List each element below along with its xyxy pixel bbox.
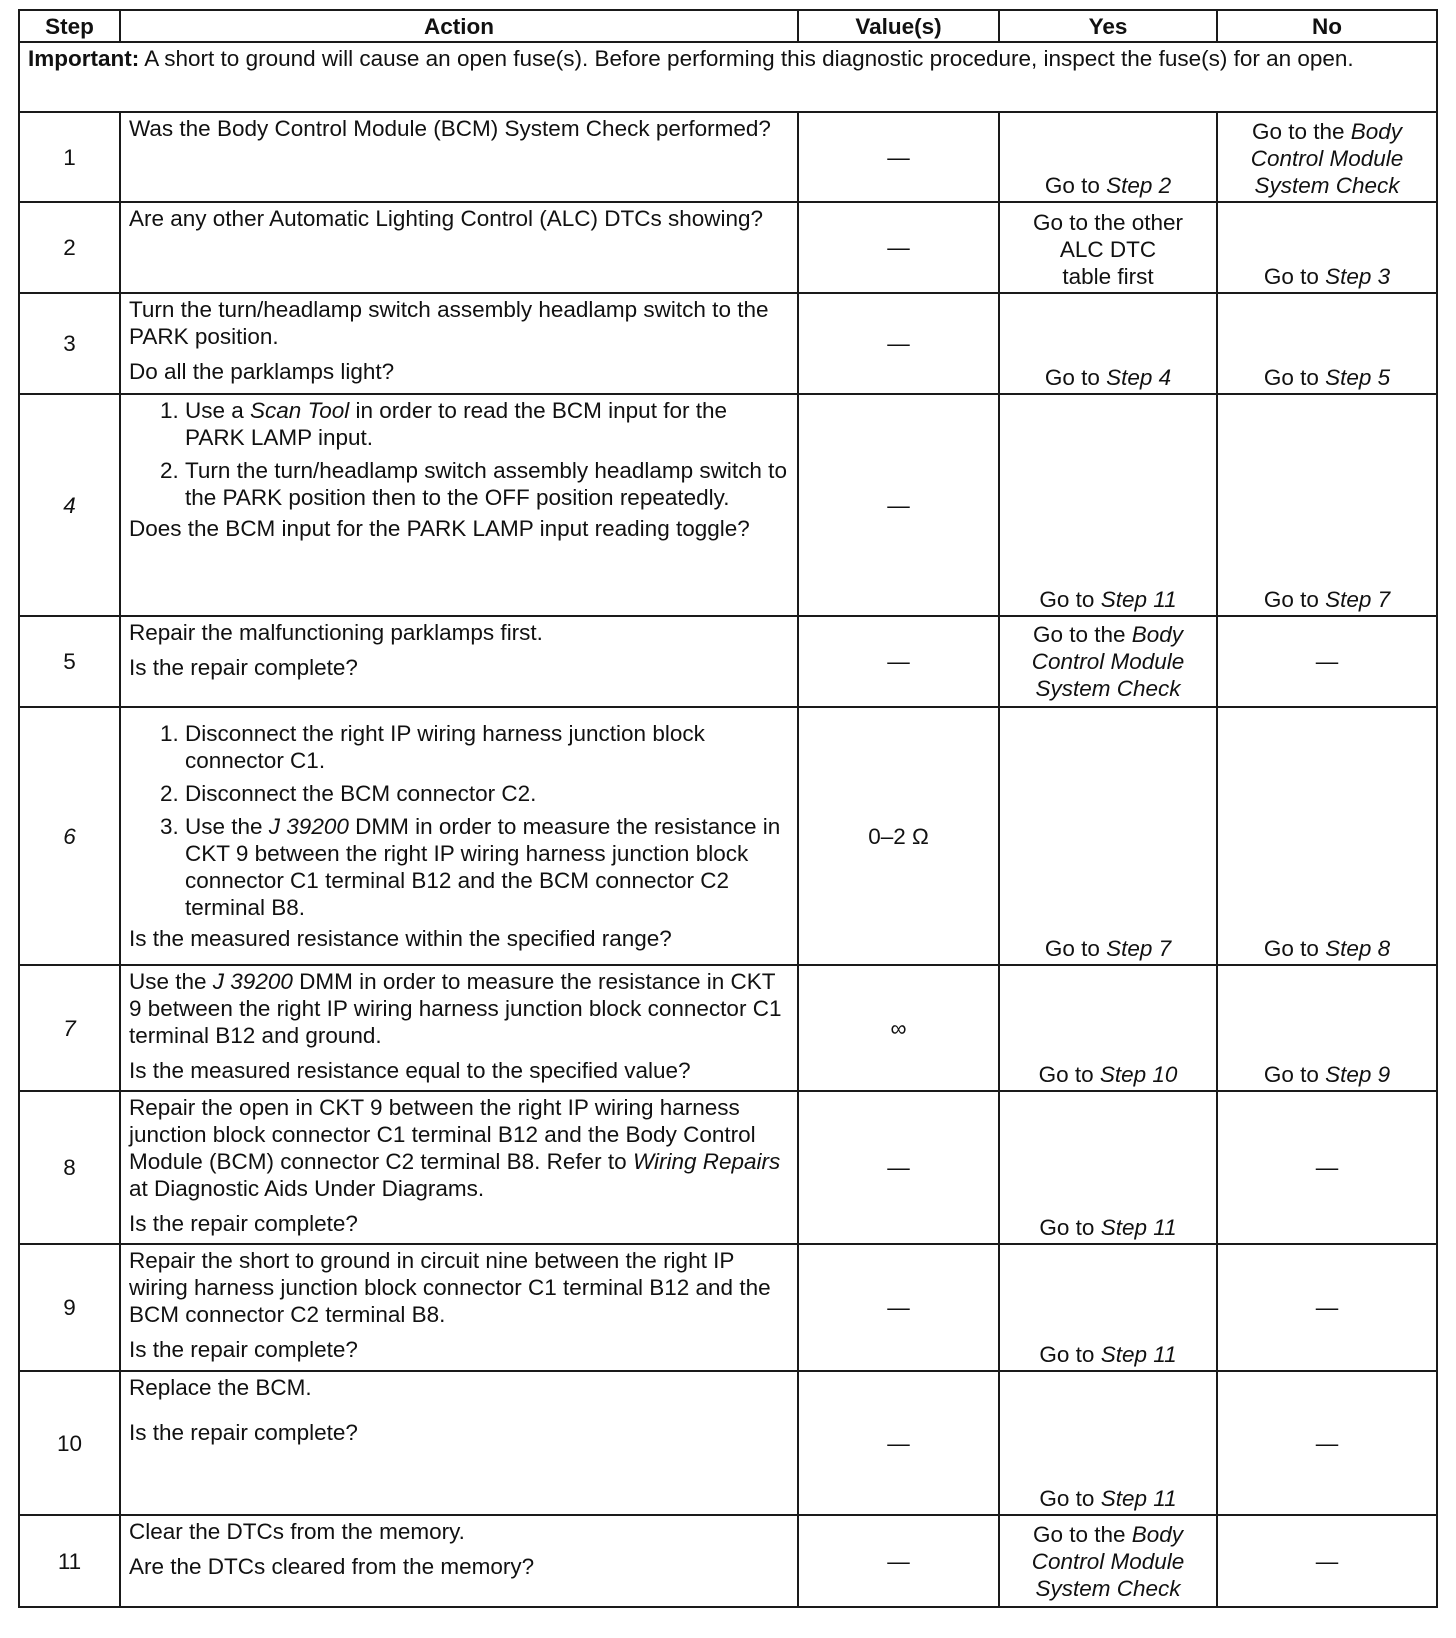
no-cell bbox=[1217, 707, 1437, 965]
list-item bbox=[185, 397, 789, 451]
value-cell: — bbox=[798, 1091, 999, 1244]
yes-cell bbox=[999, 1515, 1217, 1607]
action-text bbox=[129, 968, 789, 1049]
value-cell: ∞ bbox=[798, 965, 999, 1091]
yes-text: table first bbox=[1062, 264, 1154, 289]
reference-name: Wiring Repairs bbox=[632, 1149, 781, 1174]
no-cell bbox=[1217, 293, 1437, 394]
no-cell: — bbox=[1217, 1244, 1437, 1371]
action-text-part: DMM in order to measure the resistance in CKT 9 between the right IP wiring harness junction block connector C1 terminal B12 and ground. bbox=[129, 969, 782, 1048]
step-number: 2 bbox=[19, 202, 120, 293]
important-row bbox=[19, 42, 1437, 112]
table-row bbox=[19, 965, 1437, 1091]
header-action: Action bbox=[120, 10, 798, 42]
action-cell bbox=[120, 1515, 798, 1607]
no-step-link[interactable]: Step 5 bbox=[1325, 365, 1391, 390]
value-cell: — bbox=[798, 202, 999, 293]
table-row bbox=[19, 707, 1437, 965]
action-cell bbox=[120, 112, 798, 202]
action-question: Is the repair complete? bbox=[129, 1420, 358, 1445]
action-question: Do all the parklamps light? bbox=[129, 359, 395, 384]
no-link-part[interactable]: Body bbox=[1350, 119, 1403, 144]
action-question: Is the measured resistance equal to the specified value? bbox=[129, 1058, 691, 1083]
diagnostic-table bbox=[18, 9, 1438, 1608]
table-row bbox=[19, 1244, 1437, 1371]
action-cell bbox=[120, 1091, 798, 1244]
table-row bbox=[19, 616, 1437, 707]
action-question: Does the BCM input for the PARK LAMP input reading toggle? bbox=[129, 516, 750, 541]
step-number: 6 bbox=[19, 707, 120, 965]
value-cell: — bbox=[798, 1371, 999, 1515]
step-number: 4 bbox=[19, 394, 120, 616]
action-text-part: at Diagnostic Aids Under Diagrams. bbox=[129, 1176, 485, 1201]
no-cell: — bbox=[1217, 1091, 1437, 1244]
action-steps-list bbox=[129, 397, 789, 511]
no-step-link[interactable]: Step 9 bbox=[1325, 1062, 1391, 1087]
header-yes: Yes bbox=[999, 10, 1217, 42]
action-question: Are the DTCs cleared from the memory? bbox=[129, 1554, 535, 1579]
action-text: Clear the DTCs from the memory. bbox=[129, 1519, 465, 1544]
action-cell bbox=[120, 394, 798, 616]
yes-prefix: Go to bbox=[1044, 936, 1107, 961]
yes-cell bbox=[999, 202, 1217, 293]
list-item: 2. Turn the turn/headlamp switch assembly headlamp switch to the PARK position then to the OFF position repeatedly. bbox=[185, 457, 789, 511]
action-text: Turn the turn/headlamp switch assembly headlamp switch to the PARK position. bbox=[129, 297, 769, 349]
yes-step-link[interactable]: Step 4 bbox=[1106, 365, 1172, 390]
yes-prefix: Go to bbox=[1039, 1342, 1101, 1367]
important-text: A short to ground will cause an open fuse(s). Before performing this diagnostic procedure, inspect the fuse(s) for an open. bbox=[139, 46, 1354, 71]
item-text: in order to read the BCM input for the PARK LAMP input. bbox=[185, 398, 727, 450]
no-link-part[interactable]: Control Module bbox=[1250, 146, 1404, 171]
no-link-part[interactable]: System Check bbox=[1254, 173, 1400, 198]
yes-cell bbox=[999, 707, 1217, 965]
header-values: Value(s) bbox=[798, 10, 999, 42]
tool-name: J 39200 bbox=[268, 814, 349, 839]
action-cell bbox=[120, 202, 798, 293]
yes-step-link[interactable]: Step 11 bbox=[1100, 1342, 1177, 1367]
action-text-part: Use the bbox=[129, 969, 213, 994]
list-item: 2. Disconnect the BCM connector C2. bbox=[185, 780, 789, 807]
header-row bbox=[19, 10, 1437, 42]
tool-name: J 39200 bbox=[212, 969, 293, 994]
action-question: Is the repair complete? bbox=[129, 1337, 358, 1362]
yes-cell bbox=[999, 1091, 1217, 1244]
action-text: Are any other Automatic Lighting Control (ALC) DTCs showing? bbox=[129, 206, 764, 231]
no-prefix: Go to bbox=[1263, 936, 1326, 961]
value-cell: — bbox=[798, 1244, 999, 1371]
yes-link-part[interactable]: System Check bbox=[1035, 676, 1181, 701]
yes-cell bbox=[999, 1371, 1217, 1515]
item-text: Use a bbox=[185, 398, 251, 423]
no-cell bbox=[1217, 202, 1437, 293]
action-text-part: Repair the open in CKT 9 between the right IP wiring harness junction block connector C1 terminal B12 and the Body Control Module (BCM) connector C2 terminal B8. Refer to bbox=[129, 1095, 756, 1174]
list-item bbox=[185, 813, 789, 921]
value-cell: — bbox=[798, 112, 999, 202]
yes-link-part[interactable]: System Check bbox=[1035, 1575, 1181, 1601]
table-row bbox=[19, 202, 1437, 293]
item-text: Use the bbox=[185, 814, 269, 839]
action-text: Repair the short to ground in circuit nine between the right IP wiring harness junction block connector C1 terminal B12 and the BCM connector C2 terminal B8. bbox=[129, 1248, 771, 1327]
value-cell: — bbox=[798, 293, 999, 394]
header-no: No bbox=[1217, 10, 1437, 42]
tool-name: Scan Tool bbox=[250, 398, 350, 423]
action-steps-list bbox=[129, 720, 789, 921]
action-text bbox=[129, 1094, 789, 1202]
yes-prefix: Go to bbox=[1039, 587, 1101, 612]
no-step-link[interactable]: Step 3 bbox=[1325, 264, 1391, 289]
yes-text: Go to the other bbox=[1032, 210, 1184, 235]
table-row bbox=[19, 1091, 1437, 1244]
action-cell bbox=[120, 707, 798, 965]
yes-prefix: Go to bbox=[1044, 365, 1107, 390]
step-number: 10 bbox=[19, 1371, 120, 1515]
yes-prefix: Go to the bbox=[1032, 1521, 1132, 1547]
step-number: 8 bbox=[19, 1091, 120, 1244]
no-cell bbox=[1217, 112, 1437, 202]
no-prefix: Go to bbox=[1263, 365, 1326, 390]
yes-step-link[interactable]: Step 10 bbox=[1099, 1062, 1178, 1087]
action-text: Replace the BCM. bbox=[129, 1375, 312, 1400]
yes-link-part[interactable]: Body bbox=[1131, 1521, 1184, 1547]
important-label: Important: bbox=[28, 46, 140, 71]
yes-cell bbox=[999, 394, 1217, 616]
value-cell: 0–2 Ω bbox=[798, 707, 999, 965]
yes-link-part[interactable]: Control Module bbox=[1031, 1548, 1185, 1574]
yes-step-link[interactable]: Step 11 bbox=[1100, 587, 1177, 612]
value-cell: — bbox=[798, 1515, 999, 1607]
yes-cell bbox=[999, 965, 1217, 1091]
list-item: 1. Disconnect the right IP wiring harness junction block connector C1. bbox=[185, 720, 789, 774]
action-question: Is the repair complete? bbox=[129, 1211, 358, 1236]
no-cell bbox=[1217, 965, 1437, 1091]
action-question: Is the measured resistance within the specified range? bbox=[129, 926, 672, 951]
action-cell bbox=[120, 1244, 798, 1371]
step-number: 9 bbox=[19, 1244, 120, 1371]
yes-cell bbox=[999, 616, 1217, 707]
header-step: Step bbox=[19, 10, 120, 42]
value-cell: — bbox=[798, 616, 999, 707]
step-number: 3 bbox=[19, 293, 120, 394]
action-question: Is the repair complete? bbox=[129, 655, 358, 680]
yes-step-link[interactable]: Step 7 bbox=[1106, 936, 1172, 961]
yes-prefix: Go to bbox=[1038, 1062, 1100, 1087]
yes-cell bbox=[999, 293, 1217, 394]
action-cell bbox=[120, 965, 798, 1091]
no-prefix: Go to the bbox=[1251, 119, 1351, 144]
yes-prefix: Go to bbox=[1044, 173, 1107, 198]
yes-prefix: Go to the bbox=[1032, 622, 1132, 647]
no-cell bbox=[1217, 394, 1437, 616]
step-number: 11 bbox=[19, 1515, 120, 1607]
value-cell: — bbox=[798, 394, 999, 616]
no-prefix: Go to bbox=[1263, 264, 1326, 289]
no-prefix: Go to bbox=[1263, 587, 1326, 612]
action-cell bbox=[120, 293, 798, 394]
item-text: DMM in order to measure the resistance in CKT 9 between the right IP wiring harness junction block connector C1 terminal B12 and the BCM connector C2 terminal B8. bbox=[185, 814, 781, 920]
no-prefix: Go to bbox=[1263, 1062, 1326, 1087]
yes-cell bbox=[999, 1244, 1217, 1371]
table-row bbox=[19, 112, 1437, 202]
no-cell: — bbox=[1217, 1515, 1437, 1607]
table-row bbox=[19, 1515, 1437, 1607]
yes-link-part[interactable]: Body bbox=[1131, 622, 1184, 647]
no-cell: — bbox=[1217, 1371, 1437, 1515]
step-number: 5 bbox=[19, 616, 120, 707]
yes-prefix: Go to bbox=[1039, 1486, 1101, 1511]
yes-text: ALC DTC bbox=[1059, 237, 1157, 262]
yes-link-part[interactable]: Control Module bbox=[1031, 649, 1185, 674]
table-row bbox=[19, 293, 1437, 394]
action-text: Repair the malfunctioning parklamps first. bbox=[129, 620, 543, 645]
important-note bbox=[19, 42, 1437, 112]
step-number: 1 bbox=[19, 112, 120, 202]
yes-cell bbox=[999, 112, 1217, 202]
action-cell bbox=[120, 1371, 798, 1515]
yes-step-link[interactable]: Step 11 bbox=[1100, 1215, 1177, 1240]
yes-step-link[interactable]: Step 11 bbox=[1100, 1486, 1177, 1511]
yes-step-link[interactable]: Step 2 bbox=[1106, 173, 1172, 198]
action-text: Was the Body Control Module (BCM) System Check performed? bbox=[129, 116, 771, 141]
no-cell: — bbox=[1217, 616, 1437, 707]
yes-prefix: Go to bbox=[1039, 1215, 1101, 1240]
action-cell bbox=[120, 616, 798, 707]
table-row bbox=[19, 1371, 1437, 1515]
step-number: 7 bbox=[19, 965, 120, 1091]
no-step-link[interactable]: Step 8 bbox=[1325, 936, 1391, 961]
table-row bbox=[19, 394, 1437, 616]
no-step-link[interactable]: Step 7 bbox=[1325, 587, 1391, 612]
